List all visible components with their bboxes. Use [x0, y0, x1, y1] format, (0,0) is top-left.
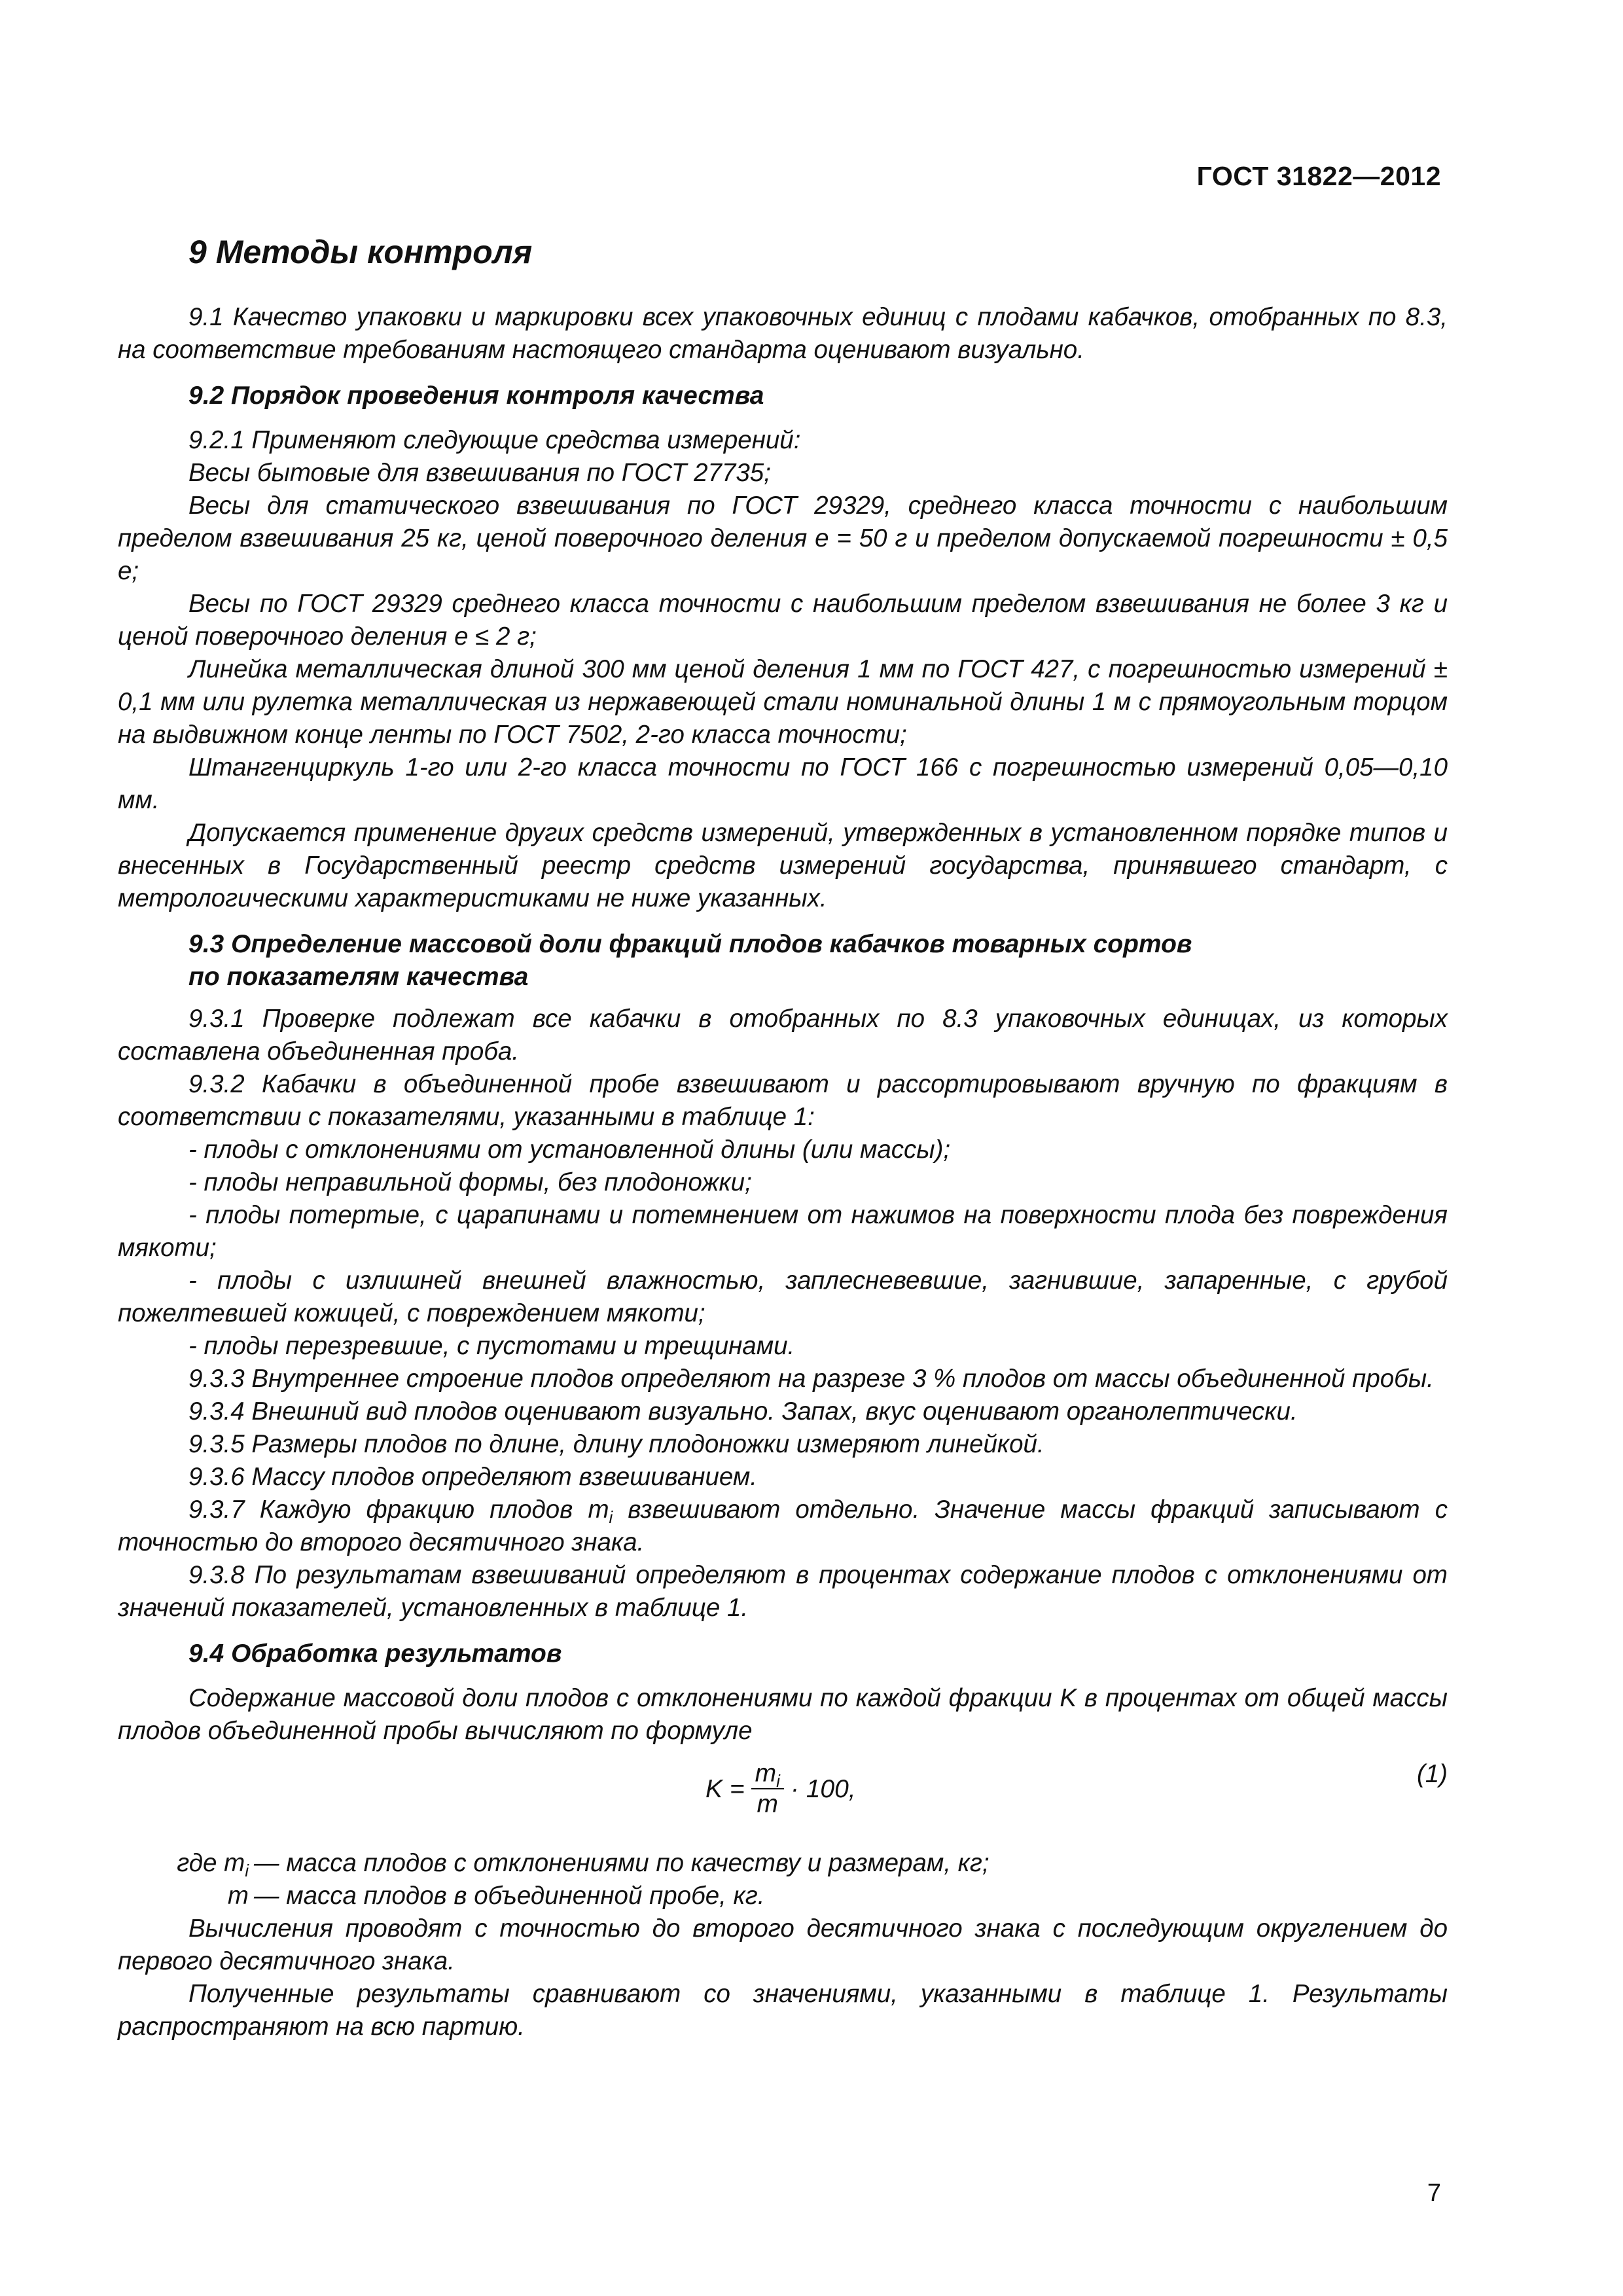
paragraph-caliper: Штангенциркуль 1-го или 2-го класса точности по ГОСТ 166 с погрешностью измерений 0,05—0,10 мм.	[118, 753, 1448, 814]
paragraph-9-3-7-end: взвешивают отдельно. Значение массы фракций записывают с точностью до второго десятичного знака.	[118, 1496, 1448, 1556]
document-body	[118, 301, 1448, 2046]
paragraph-9-3-7	[118, 1494, 1448, 1559]
where-symbol-m: m	[227, 1882, 249, 1910]
paragraph-9-3-2: 9.3.2 Кабачки в объединенной пробе взвешивают и рассортировывают вручную по фракциям в соответствии с показателями, указанными в таблице 1:	[118, 1070, 1448, 1131]
section-title: 9 Методы контроля	[188, 234, 533, 270]
formula-expression	[705, 1759, 856, 1820]
paragraph-9-4-calc: Вычисления проводят с точностью до второго десятичного знака с последующим округлением до первого десятичного знака.	[118, 1914, 1448, 1975]
list-item-length: - плоды с отклонениями от установленной длины (или массы);	[188, 1136, 951, 1164]
paragraph-9-3-1: 9.3.1 Проверке подлежат все кабачки в отобранных по 8.3 упаковочных единицах, из которых составлена объединенная проба.	[118, 1005, 1448, 1066]
paragraph-9-4-result: Полученные результаты сравнивают со значениями, указанными в таблице 1. Результаты распространяют на всю партию.	[118, 1980, 1448, 2041]
paragraph-scales-household: Весы бытовые для взвешивания по ГОСТ 27735;	[188, 459, 771, 487]
where-row-m	[118, 1880, 1448, 1912]
paragraph-9-3-3: 9.3.3 Внутреннее строение плодов определяют на разрезе 3 % плодов от массы объединенной пробы.	[188, 1365, 1434, 1393]
heading-9-4: 9.4 Обработка результатов	[188, 1640, 562, 1668]
formula-fraction	[751, 1759, 784, 1820]
document-id: ГОСТ 31822—2012	[1196, 161, 1441, 191]
list-item-moisture: - плоды с излишней внешней влажностью, заплесневевшие, загнившие, запаренные, с грубой пожелтевшей кожицей, с повреждением мякоти;	[118, 1266, 1448, 1327]
paragraph-9-3-8: 9.3.8 По результатам взвешиваний определяют в процентах содержание плодов с отклонениями от значений показателей, установленных в таблице 1.	[118, 1561, 1448, 1622]
list-item-overripe: - плоды перезревшие, с пустотами и трещинами.	[188, 1332, 795, 1360]
formula-rhs: · 100,	[790, 1775, 856, 1803]
where-text-mi: — масса плодов с отклонениями по качеству и размерам, кг;	[254, 1849, 990, 1877]
where-symbol-mi	[118, 1847, 254, 1880]
where-row-mi	[118, 1847, 1448, 1880]
formula-numerator-sub: i	[776, 1771, 780, 1791]
where-symbol-mi-text: где m	[177, 1849, 245, 1877]
paragraph-ruler: Линейка металлическая длиной 300 мм ценой деления 1 мм по ГОСТ 427, с погрешностью измерений ± 0,1 мм или рулетка металлическая из нержавеющей стали номинальной длины 1 м с прямоугольным торцом на выдвижном конце ленты по ГОСТ 7502, 2-го класса точности;	[118, 655, 1448, 749]
subscript-i: i	[609, 1507, 613, 1527]
paragraph-scales-medium: Весы по ГОСТ 29329 среднего класса точности с наибольшим пределом взвешивания не более 3 кг и ценой поверочного деления e ≤ 2 г;	[118, 590, 1448, 651]
heading-9-2: 9.2 Порядок проведения контроля качества	[188, 382, 764, 410]
where-symbol-mi-sub: i	[245, 1861, 249, 1880]
list-item-shape: - плоды неправильной формы, без плодоножки;	[188, 1168, 752, 1196]
heading-9-3	[188, 928, 1448, 994]
formula-number: (1)	[1416, 1760, 1448, 1788]
paragraph-9-2-1: 9.2.1 Применяют следующие средства измерений:	[188, 426, 801, 454]
where-text-m: — масса плодов в объединенной пробе, кг.	[254, 1882, 765, 1910]
paragraph-9-3-4: 9.3.4 Внешний вид плодов оценивают визуально. Запах, вкус оценивают органолептически.	[188, 1397, 1298, 1426]
paragraph-9-1: 9.1 Качество упаковки и маркировки всех упаковочных единиц с плодами кабачков, отобранных по 8.3, на соответствие требованиям настоящего стандарта оценивают визуально.	[118, 303, 1448, 364]
paragraph-scales-static: Весы для статического взвешивания по ГОСТ 29329, среднего класса точности с наибольшим пределом взвешивания 25 кг, ценой поверочного деления e = 50 г и пределом допускаемой погрешности ± 0,5 e;	[118, 492, 1448, 585]
formula-numerator-var: m	[755, 1759, 777, 1787]
formula-denominator: m	[757, 1790, 779, 1818]
list-item-scratches: - плоды потертые, с царапинами и потемнением от нажимов на поверхности плода без повреждения мякоти;	[118, 1201, 1448, 1262]
page-number: 7	[1427, 2179, 1441, 2207]
formula-lhs: K =	[705, 1775, 745, 1803]
heading-9-3-line1: 9.3 Определение массовой доли фракций плодов кабачков товарных сортов	[188, 930, 1192, 958]
paragraph-9-3-7-start: 9.3.7 Каждую фракцию плодов m	[188, 1496, 609, 1524]
paragraph-9-4-intro: Содержание массовой доли плодов с отклонениями по каждой фракции K в процентах от общей массы плодов объединенной пробы вычисляют по формуле	[118, 1684, 1448, 1745]
heading-9-3-line2: по показателям качества	[188, 963, 529, 991]
paragraph-9-3-6: 9.3.6 Массу плодов определяют взвешиванием.	[188, 1463, 757, 1491]
paragraph-other-instruments: Допускается применение других средств измерений, утвержденных в установленном порядке типов и внесенных в Государственный реестр средств измерений государства, принявшего стандарт, с метрологическими характеристиками не ниже указанных.	[118, 819, 1448, 912]
formula-1	[118, 1755, 1448, 1834]
paragraph-9-3-5: 9.3.5 Размеры плодов по длине, длину плодоножки измеряют линейкой.	[188, 1430, 1044, 1458]
where-block	[118, 1847, 1448, 1912]
formula-numerator	[751, 1759, 784, 1789]
